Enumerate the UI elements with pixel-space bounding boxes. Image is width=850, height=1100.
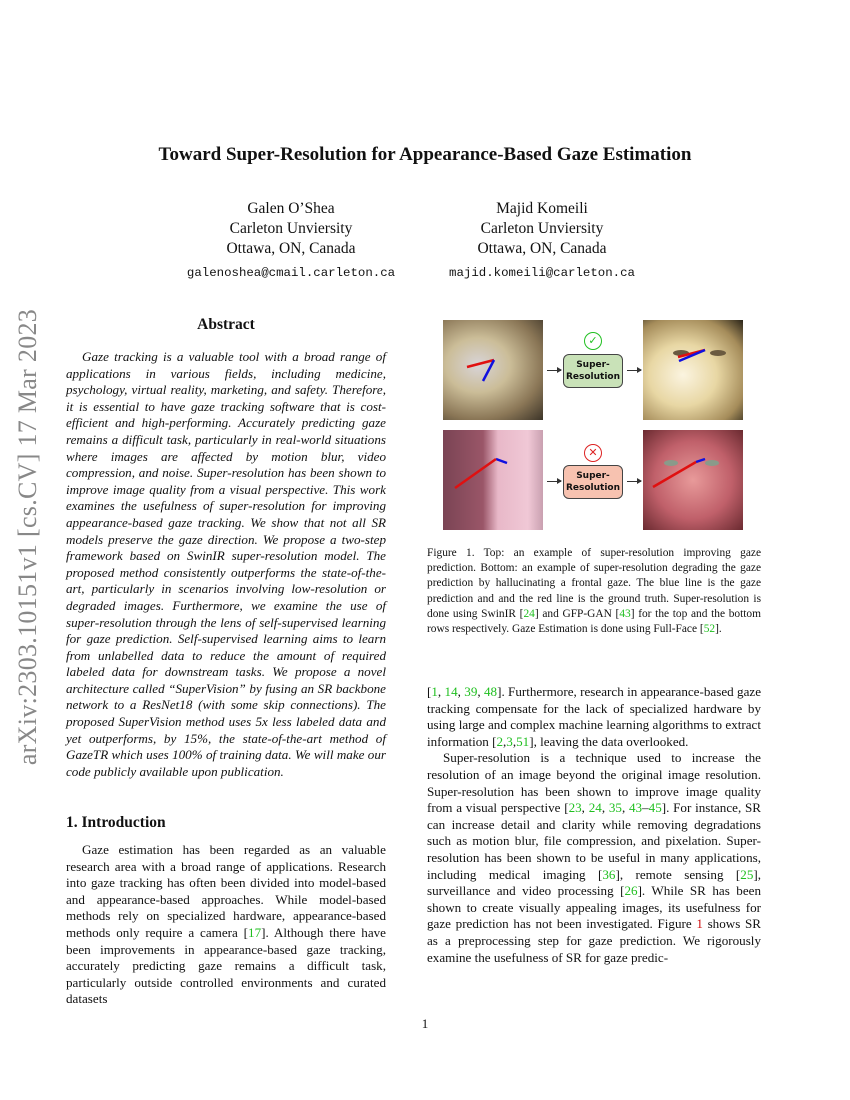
text-segment: Gaze tracking is a valuable tool with a broad range of applications in various fields, including medicine, psychology, virtual reality, marketing, and safety. Therefore, it is essential to have gaze tracking software that is cost-efficient and high-performing. Accurately predicting gaze remains a difficult task, particularly in real-world situations where images are affected by motion blur, video compression, and noise. Super-resolution has been shown to improve image quality from a visual perspective. This work examines the usefulness of super-resolution for improving appearance-based gaze tracking. We show that not all SR models preserve the gaze direction. We propose a two-step framework based on SwinIR super-resolution model. The proposed method consistently outperforms the state-of-the-art, particularly in scenarios involving low-resolution or degraded images. Furthermore, we examine the use of super-resolution through the lens of self-supervised learning for gaze prediction. Self-supervised learning aims to learn from unlabelled data to reduce the amount of required labeled data for downstream tasks. We propose a novel architecture called “SuperVision” by fusing an SR backbone network to a ResNet18 (with some skip connections). The proposed SuperVision method uses 5x less labeled data and yet outperforms, by 15%, the state-of-the-art method of GazeTR which uses 100% of training data. We will make our code publicly available upon publication. bbox=[66, 349, 386, 779]
box-label: Resolution bbox=[565, 372, 621, 382]
text-segment: [ bbox=[427, 684, 432, 699]
citation-link[interactable]: 25 bbox=[740, 866, 754, 882]
super-resolution-box-success bbox=[563, 354, 623, 388]
check-circle-icon: ✓ bbox=[584, 332, 602, 350]
citation-link[interactable]: 1 bbox=[431, 684, 438, 699]
figure-caption bbox=[427, 546, 761, 637]
text-segment: , bbox=[512, 733, 517, 749]
arxiv-identifier: arXiv:2303.10151v1 [cs.CV] 17 Mar 2023 bbox=[13, 308, 42, 766]
citation-link[interactable]: 26 bbox=[624, 883, 638, 899]
arrow-icon bbox=[627, 481, 641, 482]
arrow-icon bbox=[547, 481, 561, 482]
text-segment: , bbox=[621, 800, 629, 816]
super-resolution-box-failure bbox=[563, 465, 623, 499]
abstract-heading: Abstract bbox=[197, 316, 255, 333]
text-segment: , bbox=[503, 733, 507, 749]
paragraph bbox=[66, 842, 386, 1008]
citation-link[interactable]: 24 bbox=[523, 607, 535, 620]
citation-link[interactable]: 51 bbox=[516, 733, 530, 749]
arrow-icon bbox=[547, 370, 561, 371]
text-segment: ]. bbox=[715, 623, 722, 636]
citation-link[interactable]: 24 bbox=[588, 800, 602, 816]
text-segment: ]. Furthermore, research in appearance-based gaze tracking compensate for the lack of specialized hardware by using large and complex machine learning algorithms to extract information [ bbox=[427, 684, 762, 749]
text-segment: , bbox=[437, 684, 445, 699]
text-segment: ], surveillance and video processing [ bbox=[427, 866, 761, 899]
page-number: 1 bbox=[421, 1016, 429, 1031]
citation-link[interactable]: 3 bbox=[506, 733, 513, 749]
figure-reference-link[interactable]: 1 bbox=[696, 916, 703, 932]
text-segment: ]. For instance, SR can increase detail and clarity while removing degradations such as motion blur, file compression, and pixelation. Super-resolution has been shown to be useful in many applications, including medical imaging [ bbox=[427, 800, 762, 882]
author-block bbox=[161, 199, 421, 283]
citation-link[interactable]: 14 bbox=[444, 684, 458, 699]
text-segment: ]. While SR has been shown to create visually appealing images, its usefulness for gaze prediction has not been investigated. Figure bbox=[427, 883, 761, 932]
text-segment: – bbox=[642, 800, 649, 816]
citation-link[interactable]: 43 bbox=[619, 607, 631, 620]
author-email: galenoshea@cmail.carleton.ca bbox=[186, 266, 396, 280]
introduction-text bbox=[66, 842, 386, 1008]
text-segment: Figure 1. Top: an example of super-resolution improving gaze prediction. Bottom: an example of super-resolution degrading the gaze prediction by hallucinating a frontal gaze. The blue line is the gaze prediction and and the red line is the ground truth. Super-resolution is done using SwinIR [ bbox=[427, 547, 761, 620]
box-label: Super- bbox=[576, 360, 610, 370]
box-label: Super- bbox=[576, 471, 610, 481]
text-segment: , bbox=[457, 684, 465, 699]
abstract-text bbox=[66, 349, 386, 780]
author-affiliation: Carleton Unviersity bbox=[480, 220, 604, 237]
author-name: Majid Komeili bbox=[496, 200, 588, 217]
author-block bbox=[412, 199, 672, 283]
text-segment: ], leaving the data overlooked. bbox=[529, 733, 689, 749]
text-segment: , bbox=[477, 684, 484, 699]
noisy-face-image-top bbox=[443, 320, 543, 420]
citation-link[interactable]: 36 bbox=[602, 866, 616, 882]
author-location: Ottawa, ON, Canada bbox=[226, 240, 356, 257]
paragraph bbox=[427, 750, 761, 966]
text-segment: Super-resolution is a technique used to increase the resolution of an image beyond the original image resolution. Super-resolution has been shown to improve image quality from a visual perspective [ bbox=[427, 750, 761, 816]
citation-link[interactable]: 48 bbox=[483, 684, 498, 699]
arrow-icon bbox=[627, 370, 641, 371]
text-segment: shows SR as a preprocessing step for gaze prediction. We rigorously examine the usefulness of SR for gaze predic- bbox=[427, 916, 761, 965]
text-segment: ], remote sensing [ bbox=[615, 866, 741, 882]
citation-link[interactable]: 43 bbox=[629, 800, 643, 816]
citation-link[interactable]: 17 bbox=[248, 924, 262, 940]
paragraph bbox=[66, 349, 386, 780]
x-circle-icon: ✕ bbox=[584, 444, 602, 462]
text-segment: ] and GFP-GAN [ bbox=[534, 607, 620, 620]
citation-link[interactable]: 2 bbox=[496, 733, 503, 749]
box-label: Resolution bbox=[565, 483, 621, 493]
author-name: Galen O’Shea bbox=[247, 200, 335, 217]
text-segment: , bbox=[601, 800, 609, 816]
author-location: Ottawa, ON, Canada bbox=[477, 240, 607, 257]
text-segment: , bbox=[581, 800, 589, 816]
text-segment: ]. Although there have been improvements in appearance-based gaze tracking, accurately predicting gaze remains a difficult task, particularly outside controlled environments and curated datasets bbox=[66, 924, 386, 1007]
paragraph bbox=[427, 684, 761, 750]
citation-link[interactable]: 35 bbox=[608, 800, 622, 816]
citation-link[interactable]: 52 bbox=[703, 623, 716, 636]
author-affiliation: Carleton Unviersity bbox=[229, 220, 353, 237]
citation-link[interactable]: 45 bbox=[648, 800, 662, 816]
text-segment: ] for the top and the bottom rows respectively. Gaze Estimation is done using Full-Face [ bbox=[427, 607, 761, 636]
paper-title: Toward Super-Resolution for Appearance-Based Gaze Estimation bbox=[158, 144, 692, 165]
citation-link[interactable]: 39 bbox=[464, 684, 478, 699]
super-resolved-face-image-bottom bbox=[643, 430, 743, 530]
right-column-text bbox=[427, 684, 761, 966]
introduction-heading: 1. Introduction bbox=[66, 814, 166, 831]
text-segment: Gaze estimation has been regarded as an valuable research area with a broad range of applications. Research into gaze tracking has often been divided into model-based and appearance-based approaches. While model-based methods rely on specialized hardware, appearance-based methods only require a camera [ bbox=[66, 842, 386, 940]
noisy-face-image-bottom bbox=[443, 430, 543, 530]
citation-link[interactable]: 23 bbox=[568, 800, 582, 816]
super-resolved-face-image-top bbox=[643, 320, 743, 420]
author-email: majid.komeili@carleton.ca bbox=[449, 266, 635, 280]
